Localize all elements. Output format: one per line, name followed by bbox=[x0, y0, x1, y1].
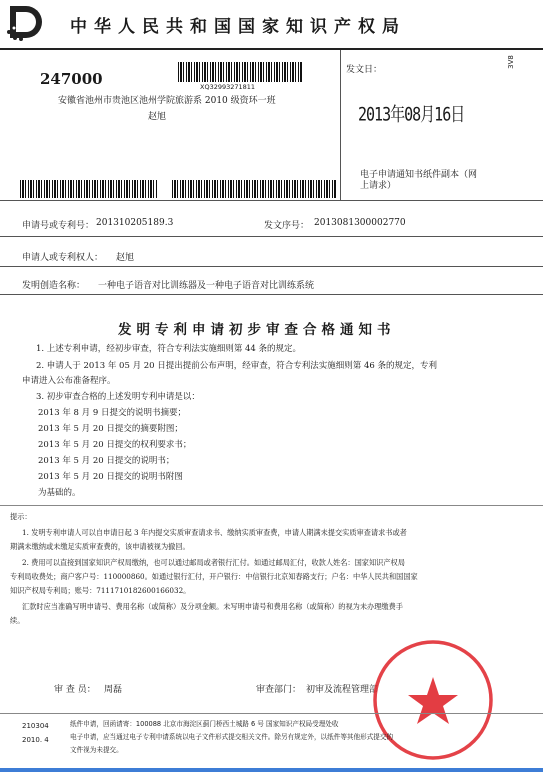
basis-text: 为基础的。 bbox=[38, 488, 81, 498]
tip-1: 1. 发明专利申请人可以自申请日起 3 年内提交实质审查请求书、缴纳实质审查费，申请人期满未提交实质审查请求书或者 bbox=[22, 528, 407, 537]
form-code: 210304 bbox=[22, 722, 49, 730]
side-code: 3V8 bbox=[506, 55, 515, 69]
agency-logo bbox=[6, 2, 46, 42]
barcode bbox=[20, 180, 158, 198]
notice-paragraph-2: 2. 申请人于 2013 年 05 月 20 日提出提前公布声明，经审查，符合专利法实施细则第 46 条的规定，专利 bbox=[36, 361, 438, 371]
document-list-item: 2013 年 5 月 20 日提交的摘要附图； bbox=[38, 424, 183, 434]
dispatch-date-label: 发文日： bbox=[346, 65, 383, 75]
document-list-item: 2013 年 5 月 20 日提交的说明书附图 bbox=[38, 472, 183, 482]
official-seal bbox=[370, 637, 496, 763]
footer-electronic-filing-cont: 文件视为未提交。 bbox=[70, 746, 123, 754]
barcode bbox=[178, 62, 303, 82]
recipient-name: 赵旭 bbox=[148, 112, 167, 122]
tip-2: 2. 费用可以直接到国家知识产权局缴纳，也可以通过邮局或者银行汇付。如通过邮局汇付，收款人姓名：国家知识产权局 bbox=[22, 558, 405, 567]
invention-title: 一种电子语音对比训练器及一种电子语音对比训练系统 bbox=[98, 281, 315, 291]
document-kind: 电子申请通知书纸件副本（网上请求） bbox=[360, 170, 478, 191]
barcode bbox=[172, 180, 337, 198]
document-list-item: 2013 年 5 月 20 日提交的权利要求书； bbox=[38, 440, 192, 450]
department-name: 初审及流程管理部 bbox=[306, 685, 379, 695]
notice-title: 发明专利申请初步审查合格通知书 bbox=[118, 322, 396, 338]
examiner-name: 周磊 bbox=[104, 685, 123, 695]
postcode: 247000 bbox=[40, 70, 103, 88]
tip-2-cont: 知识产权局专利局；账号：7111710182600166032。 bbox=[10, 586, 191, 595]
examiner-label: 审 查 员： bbox=[54, 685, 96, 695]
notice-paragraph-3: 3. 初步审查合格的上述发明专利申请是以： bbox=[36, 392, 200, 402]
application-number: 201310205189.3 bbox=[96, 218, 174, 228]
recipient-address: 安徽省池州市贵池区池州学院旅游系 2010 级资环一班 bbox=[58, 96, 276, 106]
serial-number-label: 发文序号： bbox=[264, 221, 310, 231]
tip-3: 汇款时应当准确写明申请号、费用名称（或简称）及分项金额。未写明申请号和费用名称（或简称）的视为未办理缴费手 bbox=[22, 602, 403, 611]
applicant-label: 申请人或专利权人： bbox=[22, 253, 104, 263]
department-label: 审查部门： bbox=[256, 685, 302, 695]
agency-name: 中华人民共和国国家知识产权局 bbox=[70, 17, 406, 37]
barcode-number: XQ32993271811 bbox=[200, 83, 256, 91]
serial-number: 2013081300002770 bbox=[314, 218, 406, 228]
tip-3-cont: 续。 bbox=[10, 616, 25, 625]
tip-1-cont: 期满未缴纳或未缴足实质审查费的，该申请被视为撤回。 bbox=[10, 542, 190, 551]
tips-label: 提示： bbox=[10, 512, 32, 521]
document-list-item: 2013 年 5 月 20 日提交的说明书； bbox=[38, 456, 175, 466]
footer-paper-filing: 纸件申请，回函请寄：100088 北京市海淀区蓟门桥西土城路 6 号 国家知识产权局受理处收 bbox=[70, 720, 339, 728]
form-date: 2010. 4 bbox=[22, 736, 49, 744]
notice-paragraph-1: 1. 上述专利申请，经初步审查，符合专利法实施细则第 44 条的规定。 bbox=[36, 344, 302, 354]
dispatch-date: 2013年08月16日 bbox=[358, 102, 465, 126]
application-number-label: 申请号或专利号： bbox=[22, 221, 95, 231]
document-list-item: 2013 年 8 月 9 日提交的说明书摘要； bbox=[38, 408, 186, 418]
tip-2-cont: 专利局收费处；商户客户号：110000860。如通过银行汇付，开户银行：中信银行北京知春路支行；户名：中华人民共和国国家 bbox=[10, 572, 418, 581]
applicant-name: 赵旭 bbox=[116, 253, 135, 263]
invention-title-label: 发明创造名称： bbox=[22, 281, 86, 291]
notice-paragraph-2-cont: 申请进入公布准备程序。 bbox=[22, 376, 116, 386]
footer-electronic-filing: 电子申请，应当通过电子专利申请系统以电子文件形式提交相关文件。除另有规定外，以纸件等其他形式提交的 bbox=[70, 733, 394, 741]
